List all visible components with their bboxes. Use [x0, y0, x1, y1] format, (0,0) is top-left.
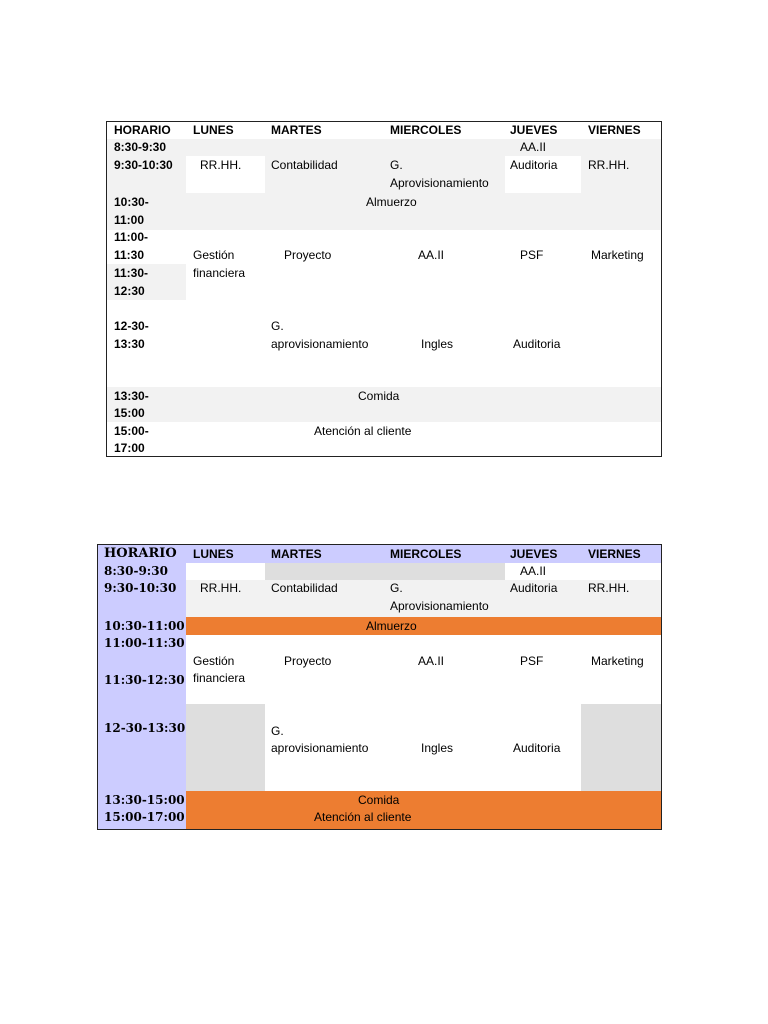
cell-atencion: Atención al cliente: [314, 424, 412, 438]
time-slot: 11:30-: [114, 266, 149, 280]
header-horario: HORARIO: [114, 123, 171, 137]
table-border: [106, 121, 662, 457]
header-miercoles: MIERCOLES: [390, 547, 462, 561]
time-slot: 11:00-: [114, 230, 149, 244]
time-slot: 8:30-9:30: [104, 564, 168, 578]
cell-g: G.: [390, 581, 403, 595]
cell-contabilidad: Contabilidad: [271, 581, 338, 595]
cell-comida: Comida: [358, 389, 400, 403]
time-slot: 15:00-: [114, 424, 149, 438]
cell-auditoria: Auditoria: [510, 158, 558, 172]
cell-aprovisionamiento: aprovisionamiento: [271, 741, 369, 755]
cell-rrhh: RR.HH.: [200, 581, 242, 595]
cell-aa-ii: AA.II: [418, 248, 445, 262]
time-slot: 9:30-10:30: [114, 158, 173, 172]
time-slot: 10:30-11:00: [104, 619, 185, 633]
header-lunes: LUNES: [193, 123, 234, 137]
cell-atencion: Atención al cliente: [314, 810, 412, 824]
time-slot: 13:30-: [114, 389, 149, 403]
cell-auditoria: Auditoria: [510, 581, 558, 595]
cell-auditoria: Auditoria: [513, 741, 561, 755]
cell-auditoria: Auditoria: [513, 337, 561, 351]
cell-g: G.: [271, 724, 284, 738]
time-slot: 11:30-12:30: [104, 673, 185, 687]
header-jueves: JUEVES: [510, 123, 558, 137]
header-viernes: VIERNES: [588, 547, 641, 561]
time-slot: 13:30: [114, 337, 145, 351]
cell-almuerzo: Almuerzo: [366, 619, 417, 633]
cell-proyecto: Proyecto: [284, 654, 332, 668]
time-slot: 12-30-: [114, 319, 149, 333]
cell-contabilidad: Contabilidad: [271, 158, 338, 172]
time-slot: 12-30-13:30: [104, 721, 186, 735]
cell-g: G.: [390, 158, 403, 172]
time-slot: 13:30-15:00: [104, 793, 185, 807]
time-slot: 15:00: [114, 406, 145, 420]
cell-aprovisionamiento: aprovisionamiento: [271, 337, 369, 351]
header-martes: MARTES: [271, 547, 322, 561]
time-slot: 10:30-: [114, 195, 149, 209]
time-slot: 11:00-11:30: [104, 636, 185, 650]
time-slot: 17:00: [114, 441, 145, 455]
cell-almuerzo: Almuerzo: [366, 195, 417, 209]
cell-aprovisionamiento: Aprovisionamiento: [390, 599, 489, 613]
cell-comida: Comida: [358, 793, 400, 807]
cell-gestion: Gestión: [193, 654, 235, 668]
cell-aprovisionamiento: Aprovisionamiento: [390, 176, 489, 190]
time-slot: 8:30-9:30: [114, 140, 167, 154]
time-slot: 11:00: [114, 213, 145, 227]
cell-ingles: Ingles: [421, 741, 454, 755]
cell-financiera: financiera: [193, 671, 246, 685]
cell-ingles: Ingles: [421, 337, 454, 351]
header-martes: MARTES: [271, 123, 322, 137]
time-slot: 15:00-17:00: [104, 810, 185, 824]
time-slot: 9:30-10:30: [104, 581, 177, 595]
header-viernes: VIERNES: [588, 123, 641, 137]
cell-rrhh: RR.HH.: [200, 158, 242, 172]
cell-rrhh: RR.HH.: [588, 581, 630, 595]
cell-psf: PSF: [520, 248, 544, 262]
cell-rrhh: RR.HH.: [588, 158, 630, 172]
header-horario: HORARIO: [104, 546, 177, 561]
cell-aa-ii: AA.II: [520, 564, 547, 578]
cell-g: G.: [271, 319, 284, 333]
cell-aa-ii: AA.II: [418, 654, 445, 668]
cell-financiera: financiera: [193, 266, 246, 280]
header-lunes: LUNES: [193, 547, 234, 561]
cell-marketing: Marketing: [591, 248, 644, 262]
cell-psf: PSF: [520, 654, 544, 668]
cell-gestion: Gestión: [193, 248, 235, 262]
cell-aa-ii: AA.II: [520, 140, 547, 154]
header-jueves: JUEVES: [510, 547, 558, 561]
time-slot: 11:30: [114, 248, 145, 262]
cell-marketing: Marketing: [591, 654, 644, 668]
header-miercoles: MIERCOLES: [390, 123, 462, 137]
time-slot: 12:30: [114, 284, 145, 298]
cell-proyecto: Proyecto: [284, 248, 332, 262]
